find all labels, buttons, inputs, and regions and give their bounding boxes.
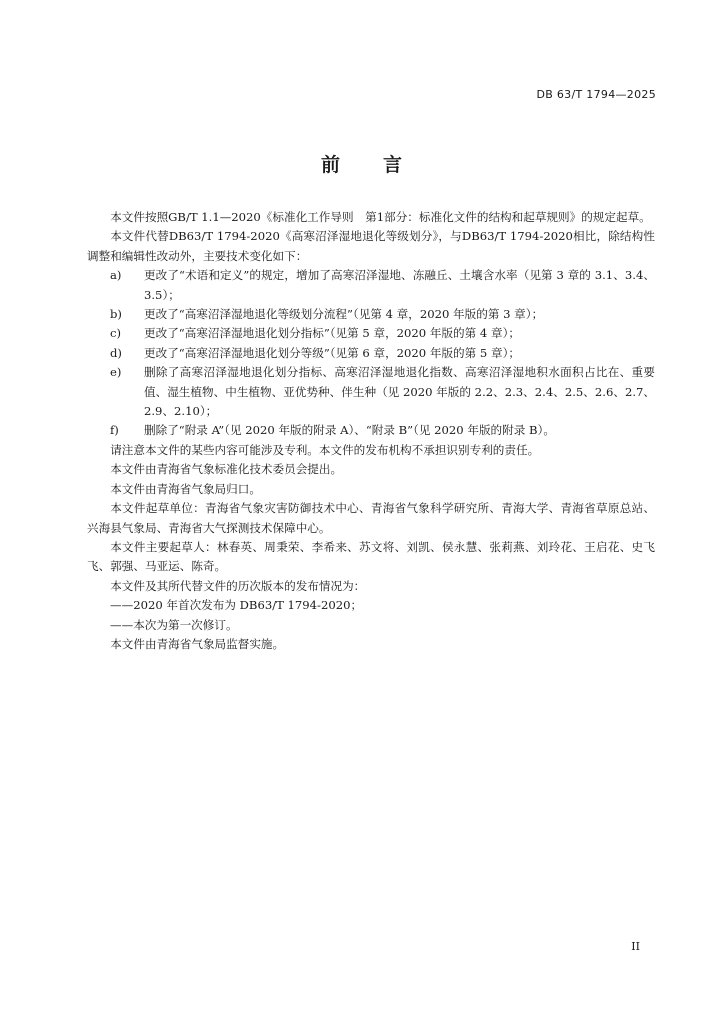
list-item-text: 删除了高寒沼泽湿地退化划分指标、高寒沼泽湿地退化指数、高寒沼泽湿地积水面积占比在、重要值、湿生植物、中生植物、亚优势种、伴生种（见 2020 年版的 2.2、2.3、2.4、2.5、2.6、2.7、2.9、2.10）； [144,365,655,419]
list-item-change-e [110,363,655,421]
list-item-text: 更改了“高寒沼泽湿地退化等级划分流程”（见第 4 章，2020 年版的第 3 章）； [144,307,544,322]
list-marker: a) [110,268,122,283]
list-item-text: 更改了“高寒沼泽湿地退化划分等级”（见第 6 章，2020 年版的第 5 章）； [144,345,520,360]
paragraph-replacement: 本文件代替DB63/T 1794-2020《高寒沼泽湿地退化等级划分》，与DB63/T 1794-2020相比，除结构性调整和编辑性改动外，主要技术变化如下： [87,229,655,263]
paragraph-proposed-by: 本文件由青海省气象标准化技术委员会提出。 [110,462,343,477]
list-item-change-b [110,305,655,324]
list-item-change-f [110,421,655,440]
list-marker: b) [110,307,122,322]
list-marker: c) [110,326,122,341]
paragraph-drafting-units: 本文件起草单位：青海省气象灾害防御技术中心、青海省气象科学研究所、青海大学、青海省草原总站、兴海县气象局、青海省大气探测技术保障中心。 [87,501,655,535]
page-title [0,150,724,177]
list-marker: d) [110,345,122,360]
paragraph-drafting-rules: 本文件按照GB/T 1.1—2020《标准化工作导则 第1部分：标准化文件的结构和起草规则》的规定起草。 [110,210,651,224]
title-char-2: 言 [383,154,404,176]
title-char-1: 前 [320,154,341,176]
paragraph-history-intro: 本文件及其所代替文件的历次版本的发布情况为： [110,578,366,593]
list-item-text: 更改了“高寒沼泽湿地退化划分指标”（见第 5 章，2020 年版的第 4 章）； [144,326,520,341]
foreword-body [87,208,655,654]
paragraph-drafters: 本文件主要起草人：林春英、周秉荣、李希来、苏文将、刘凯、侯永慧、张莉燕、刘玲花、王启花、史飞飞、郭强、马亚运、陈奇。 [87,539,655,574]
paragraph-supervision: 本文件由青海省气象局监督实施。 [110,636,285,651]
paragraph-centralized-by: 本文件由青海省气象局归口。 [110,481,261,496]
document-code-header: DB 63/T 1794—2025 [536,88,656,101]
paragraph-patent-notice: 请注意本文件的某些内容可能涉及专利。本文件的发布机构不承担识别专利的责任。 [110,442,540,457]
list-item-change-c [110,324,655,343]
history-entry-current: ——本次为第一次修订。 [110,617,238,632]
list-marker: e) [110,365,122,380]
page-number: II [631,940,640,953]
list-item-change-d [110,344,655,363]
list-marker: f) [110,423,119,438]
history-entry-2020: ——2020 年首次发布为 DB63/T 1794-2020； [110,598,363,613]
list-item-text: 删除了“附录 A”（见 2020 年版的附录 A）、“附录 B”（见 2020 年版的附录 B）。 [144,423,555,438]
list-item-change-a [110,266,655,305]
list-item-text: 更改了“术语和定义”的规定，增加了高寒沼泽湿地、冻融丘、土壤含水率（见第 3 章的 3.1、3.4、3.5）； [144,268,655,302]
